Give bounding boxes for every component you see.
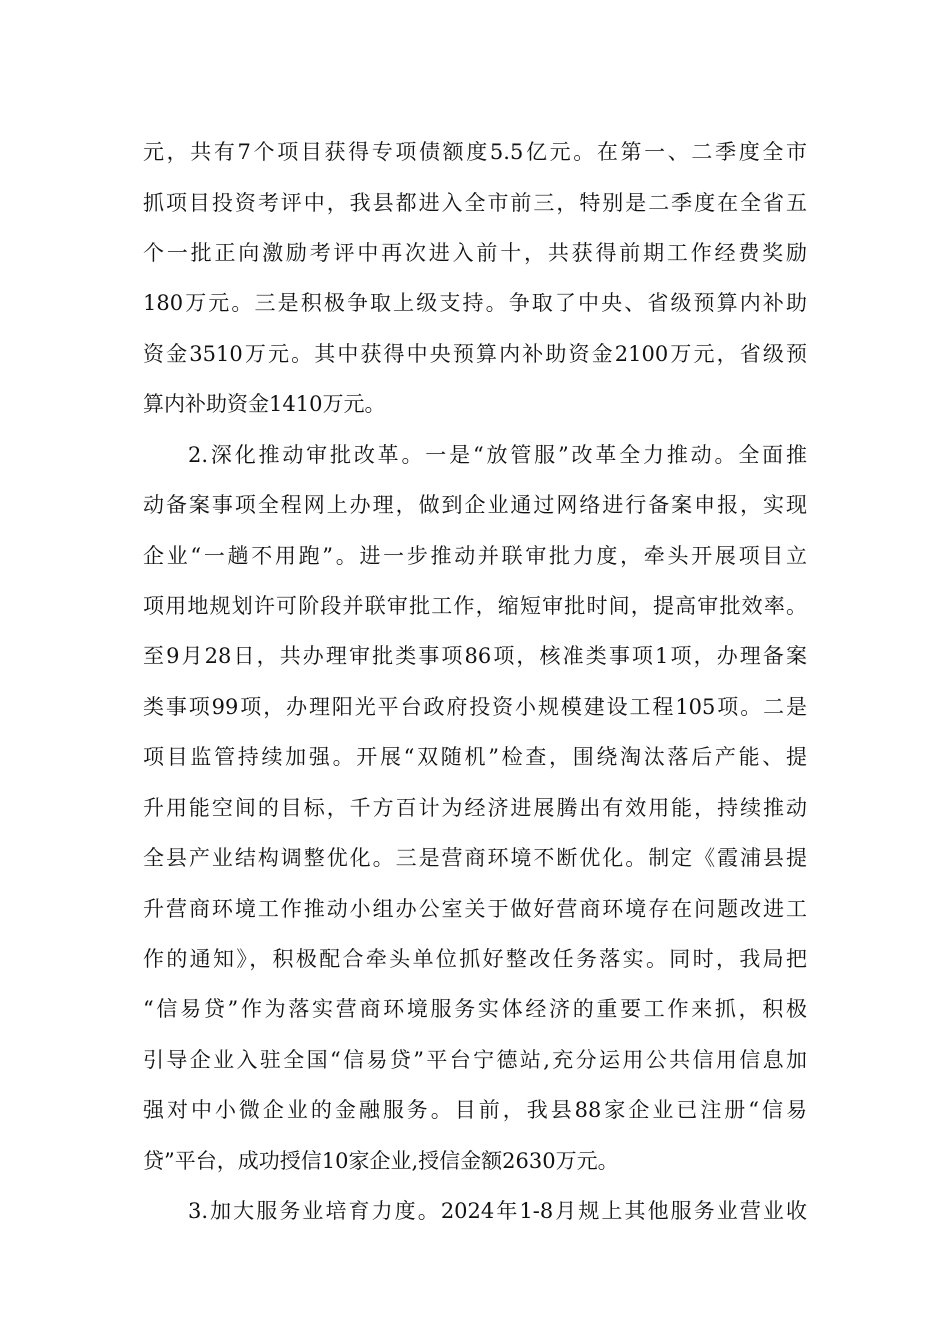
paragraph-line: 升用能空间的目标，千方百计为经济进展腾出有效用能，持续推动 xyxy=(143,796,807,820)
paragraph-line: 强对中小微企业的金融服务。目前，我县88家企业已注册“信易 xyxy=(143,1098,807,1122)
paragraph-line: 个一批正向激励考评中再次进入前十，共获得前期工作经费奖励 xyxy=(143,241,807,265)
paragraph-line: 元，共有7个项目获得专项债额度5.5亿元。在第一、二季度全市 xyxy=(143,140,807,164)
paragraph-line: 180万元。三是积极争取上级支持。争取了中央、省级预算内补助 xyxy=(143,291,807,315)
paragraph-line: 抓项目投资考评中，我县都进入全市前三，特别是二季度在全省五 xyxy=(143,191,807,215)
paragraph-line: 项用地规划许可阶段并联审批工作，缩短审批时间，提高审批效率。 xyxy=(143,594,807,618)
paragraph-line: 类事项99项，办理阳光平台政府投资小规模建设工程105项。二是 xyxy=(143,695,807,719)
paragraph-line: 项目监管持续加强。开展“双随机”检查，围绕淘汰落后产能、提 xyxy=(143,745,807,769)
paragraph-line: 至9月28日，共办理审批类事项86项，核准类事项1项，办理备案 xyxy=(143,644,807,668)
paragraph-line: 升营商环境工作推动小组办公室关于做好营商环境存在问题改进工 xyxy=(143,897,807,921)
paragraph-line: 引导企业入驻全国“信易贷”平台宁德站,充分运用公共信用信息加 xyxy=(143,1048,807,1072)
paragraph-line: “信易贷”作为落实营商环境服务实体经济的重要工作来抓，积极 xyxy=(143,997,807,1021)
paragraph-line: 算内补助资金1410万元。 xyxy=(143,392,386,416)
paragraph-line: 全县产业结构调整优化。三是营商环境不断优化。制定《霞浦县提 xyxy=(143,846,807,870)
paragraph-line: 贷”平台，成功授信10家企业,授信金额2630万元。 xyxy=(143,1149,619,1173)
paragraph-line: 作的通知》，积极配合牵头单位抓好整改任务落实。同时，我局把 xyxy=(143,947,807,971)
paragraph-line: 企业“一趟不用跑”。进一步推动并联审批力度，牵头开展项目立 xyxy=(143,544,807,568)
paragraph-line: 2.深化推动审批改革。一是“放管服”改革全力推动。全面推 xyxy=(188,443,807,467)
paragraph-line: 动备案事项全程网上办理，做到企业通过网络进行备案申报，实现 xyxy=(143,493,807,517)
paragraph-line: 3.加大服务业培育力度。2024年1-8月规上其他服务业营业收 xyxy=(188,1199,807,1223)
paragraph-line: 资金3510万元。其中获得中央预算内补助资金2100万元，省级预 xyxy=(143,342,807,366)
